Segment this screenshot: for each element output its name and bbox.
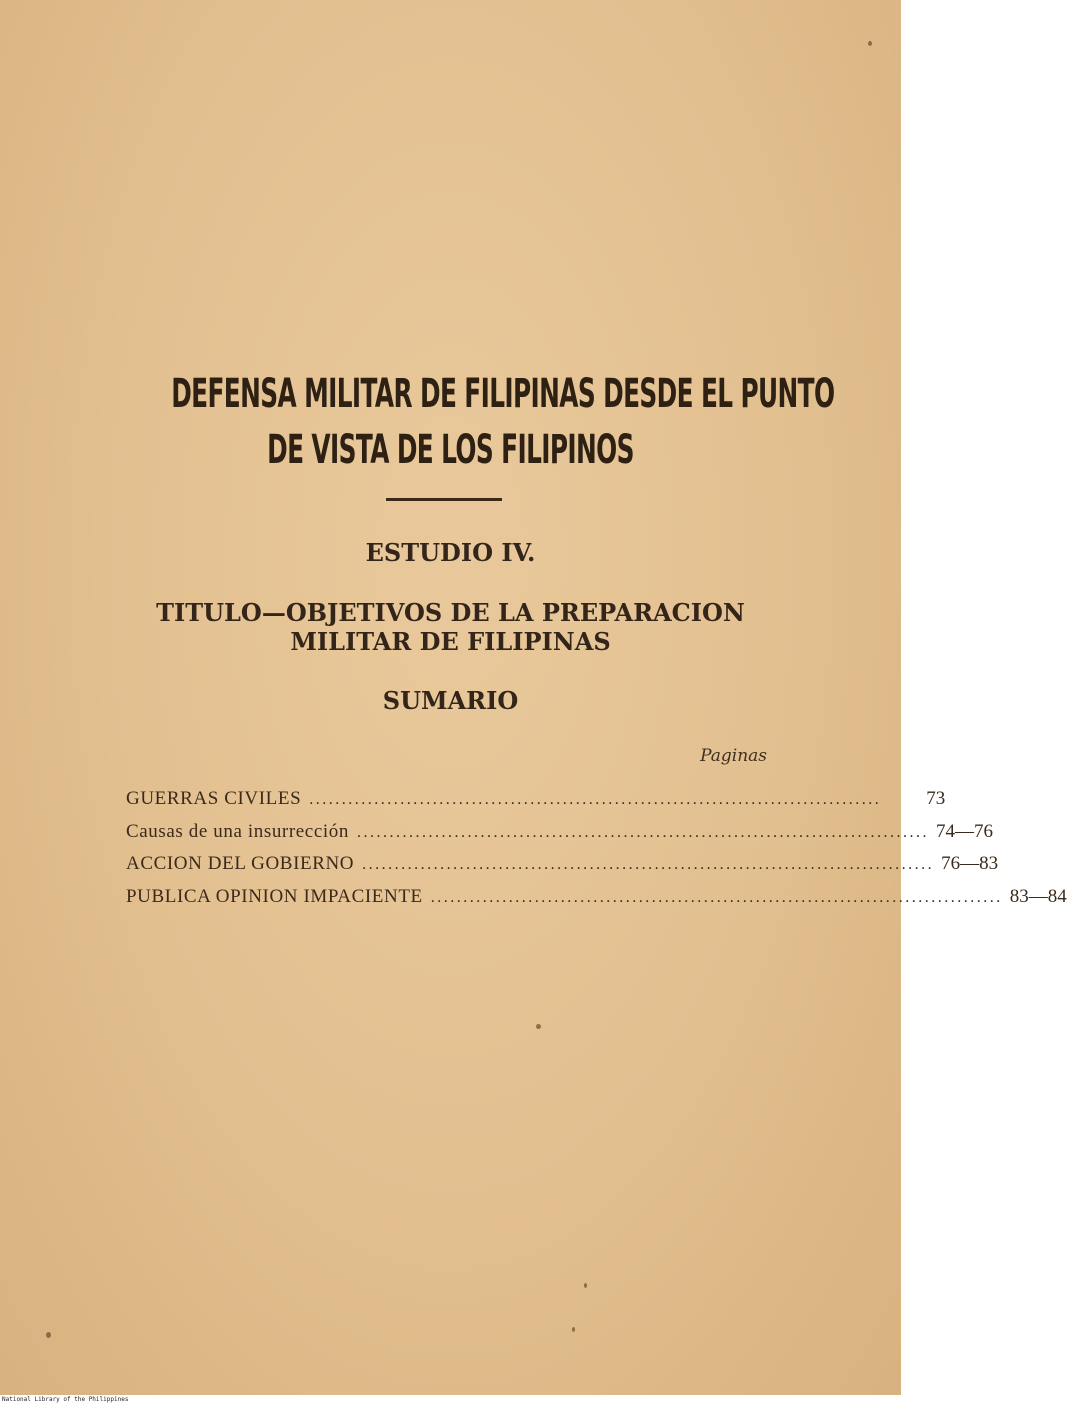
subtitle-line-1: TITULO—OBJETIVOS DE LA PREPARACION xyxy=(156,598,745,627)
toc-entry-label: ACCION DEL GOBIERNO xyxy=(126,853,355,874)
toc-leader-dots: ........................................................................................ xyxy=(309,791,882,808)
table-of-contents xyxy=(126,788,1067,918)
ink-speck xyxy=(46,1332,51,1338)
toc-entry-label: GUERRAS CIVILES xyxy=(126,788,302,809)
toc-entry-label: PUBLICA OPINION IMPACIENTE xyxy=(126,885,423,907)
toc-entry-label: Causas de una insurrección xyxy=(126,820,349,842)
summary-heading: SUMARIO xyxy=(382,686,519,715)
study-heading: ESTUDIO IV. xyxy=(365,538,536,567)
toc-leader-dots: ........................................................................................ xyxy=(362,856,935,873)
main-title-line-2: DE VISTA DE LOS FILIPINOS xyxy=(267,427,634,473)
ink-speck xyxy=(536,1024,541,1029)
toc-row xyxy=(126,885,1067,919)
pages-column-header: Paginas xyxy=(700,746,767,766)
library-footer: National Library of the Philippines xyxy=(2,1396,129,1403)
main-title xyxy=(171,366,835,478)
toc-entry-page: 83—84 xyxy=(1009,885,1067,907)
toc-row xyxy=(126,788,946,821)
toc-entry-page: 73 xyxy=(926,788,946,809)
ink-speck xyxy=(572,1327,575,1332)
ink-speck xyxy=(868,41,872,46)
toc-row xyxy=(126,820,993,854)
toc-entry-page: 76—83 xyxy=(941,853,999,874)
ink-speck xyxy=(584,1283,587,1288)
toc-row xyxy=(126,853,999,886)
main-title-line-1: DEFENSA MILITAR DE FILIPINAS DESDE EL PUNTO xyxy=(171,371,835,417)
title-divider xyxy=(386,498,502,501)
subtitle xyxy=(0,598,901,656)
toc-leader-dots: ........................................................................................ xyxy=(356,823,929,841)
subtitle-line-2: MILITAR DE FILIPINAS xyxy=(290,627,611,656)
toc-leader-dots: ........................................................................................ xyxy=(430,888,1003,906)
toc-entry-page: 74—76 xyxy=(935,820,993,842)
